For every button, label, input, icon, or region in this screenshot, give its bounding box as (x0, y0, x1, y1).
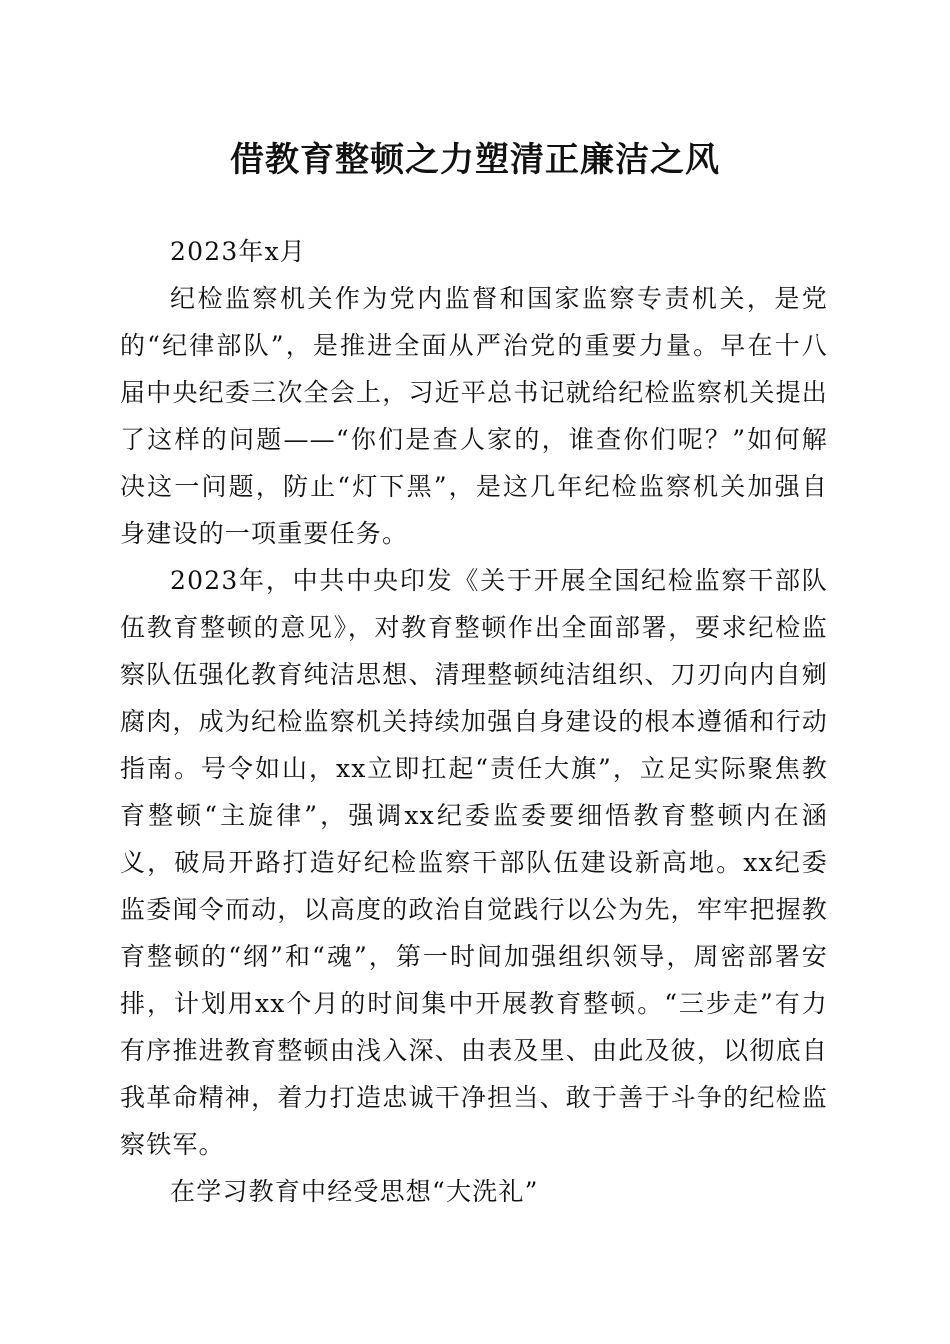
paragraph-2: 2023年，中共中央印发《关于开展全国纪检监察干部队伍教育整顿的意见》，对教育整顿作出全面部署，要求纪检监察队伍强化教育纯洁思想、清理整顿纯洁组织、刀刃向内自剜腐肉，成为纪检监察机关持续加强自身建设的根本遵循和行动指南。号令如山，xx立即扛起“责任大旗”，立足实际聚焦教育整顿“主旋律”，强调xx纪委监委要细悟教育整顿内在涵义，破局开路打造好纪检监察干部队伍建设新高地。xx纪委监委闻令而动，以高度的政治自觉践行以公为先，牢牢把握教育整顿的“纲”和“魂”，第一时间加强组织领导，周密部署安排，计划用xx个月的时间集中开展教育整顿。“三步走”有力有序推进教育整顿由浅入深、由表及里、由此及彼，以彻底自我革命精神，着力打造忠诚干净担当、敢于善于斗争的纪检监察铁军。 (120, 566, 828, 1159)
document-title: 借教育整顿之力塑清正廉洁之风 (230, 140, 720, 180)
document-body (120, 228, 828, 1215)
paragraph-1: 纪检监察机关作为党内监督和国家监察专责机关，是党的“纪律部队”，是推进全面从严治党的重要力量。早在十八届中央纪委三次全会上，习近平总书记就给纪检监察机关提出了这样的问题——“你们是查人家的，谁查你们呢？”如何解决这一问题，防止“灯下黑”，是这几年纪检监察机关加强自身建设的一项重要任务。 (120, 284, 828, 548)
date-line: 2023年x月 (170, 237, 307, 266)
section-heading: 在学习教育中经受思想“大洗礼” (170, 1177, 539, 1206)
